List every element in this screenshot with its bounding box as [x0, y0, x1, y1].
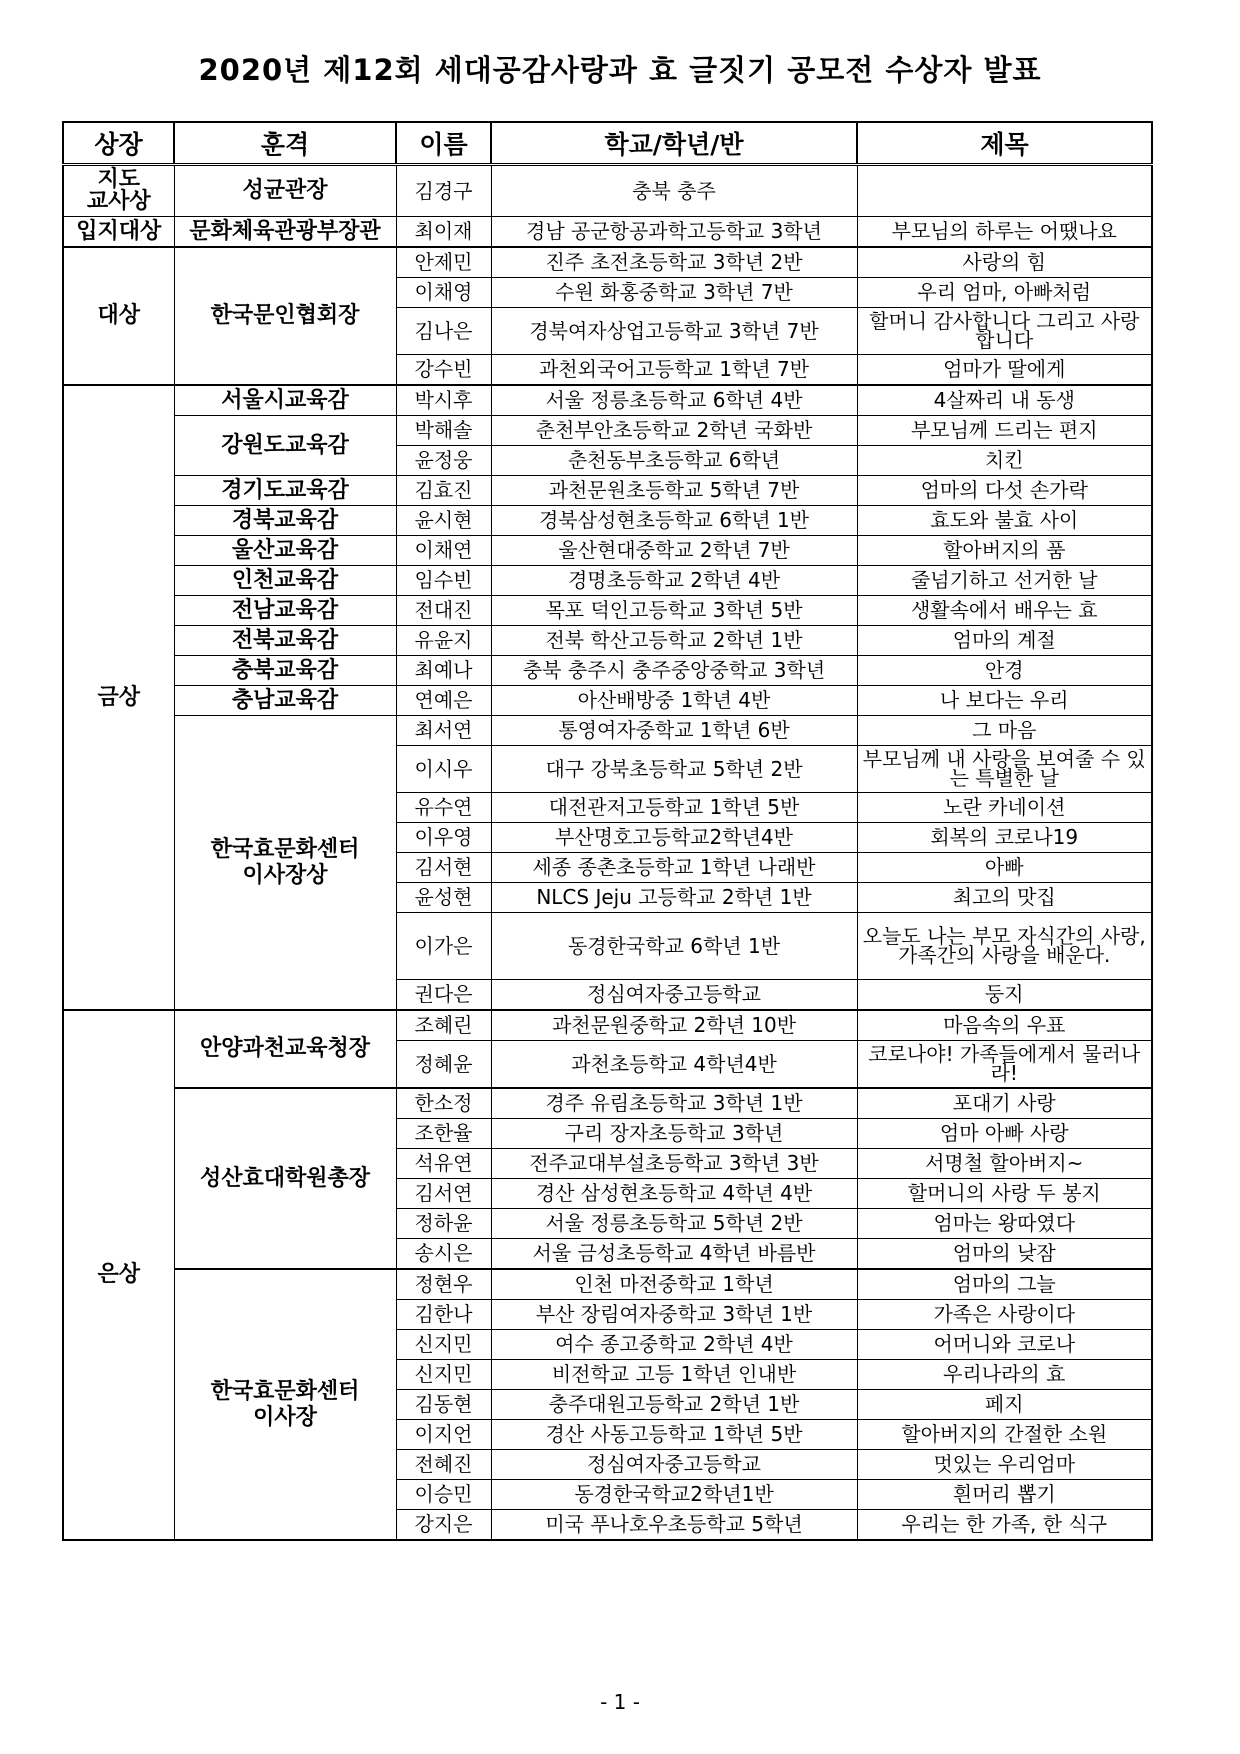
name-cell: 전혜진: [396, 1450, 491, 1480]
honor-cell: 안양과천교육청장: [174, 1010, 396, 1088]
title-cell: 코로나야! 가족들에게서 물러나라!: [857, 1041, 1152, 1089]
page-title: 2020년 제12회 세대공감사랑과 효 글짓기 공모전 수상자 발표: [198, 53, 1042, 87]
name-cell: 정혜윤: [396, 1041, 491, 1089]
name-cell: 이우영: [396, 823, 491, 853]
school-cell: 경명초등학교 2학년 4반: [491, 566, 857, 596]
name-cell: 임수빈: [396, 566, 491, 596]
name-cell: 김한나: [396, 1300, 491, 1330]
title-cell: 우리는 한 가족, 한 식구: [857, 1510, 1152, 1541]
school-cell: NLCS Jeju 고등학교 2학년 1반: [491, 883, 857, 913]
name-cell: 박해솔: [396, 416, 491, 446]
name-cell: 정하윤: [396, 1209, 491, 1239]
honor-cell: 충남교육감: [174, 686, 396, 716]
table-row: [63, 656, 1152, 686]
title-cell: 사랑의 힘: [857, 247, 1152, 278]
title-cell: 마음속의 우표: [857, 1010, 1152, 1041]
page-number: - 1 -: [600, 1690, 640, 1714]
title-cell: 4살짜리 내 동생: [857, 385, 1152, 416]
table-row: [63, 596, 1152, 626]
title-cell: 그 마음: [857, 716, 1152, 746]
school-cell: 여수 종고중학교 2학년 4반: [491, 1330, 857, 1360]
school-cell: 충북 충주시 충주중앙중학교 3학년: [491, 656, 857, 686]
school-cell: 서울 정릉초등학교 6학년 4반: [491, 385, 857, 416]
table-row: [63, 1088, 1152, 1119]
name-cell: 한소정: [396, 1088, 491, 1119]
table-row: [63, 217, 1152, 248]
name-cell: 권다은: [396, 980, 491, 1011]
school-cell: 동경한국학교2학년1반: [491, 1480, 857, 1510]
school-cell: 서울 금성초등학교 4학년 바름반: [491, 1239, 857, 1270]
title-cell: 엄마의 다섯 손가락: [857, 476, 1152, 506]
header-title: 제목: [857, 122, 1152, 165]
honor-cell: 인천교육감: [174, 566, 396, 596]
school-cell: 서울 정릉초등학교 5학년 2반: [491, 1209, 857, 1239]
header-school: 학교/학년/반: [491, 122, 857, 165]
name-cell: 정현우: [396, 1269, 491, 1300]
school-cell: 진주 초전초등학교 3학년 2반: [491, 247, 857, 278]
name-cell: 최서연: [396, 716, 491, 746]
title-cell: 가족은 사랑이다: [857, 1300, 1152, 1330]
name-cell: 조한율: [396, 1119, 491, 1149]
school-cell: 미국 푸나호우초등학교 5학년: [491, 1510, 857, 1541]
school-cell: 과천외국어고등학교 1학년 7반: [491, 355, 857, 386]
name-cell: 유윤지: [396, 626, 491, 656]
school-cell: 충북 충주: [491, 165, 857, 217]
name-cell: 김효진: [396, 476, 491, 506]
honor-cell: 한국효문화센터 이사장상: [174, 716, 396, 1011]
name-cell: 전대진: [396, 596, 491, 626]
name-cell: 최이재: [396, 217, 491, 248]
name-cell: 유수연: [396, 793, 491, 823]
honor-cell: 울산교육감: [174, 536, 396, 566]
school-cell: 수원 화홍중학교 3학년 7반: [491, 278, 857, 308]
school-cell: 춘천동부초등학교 6학년: [491, 446, 857, 476]
header-prize: 상장: [63, 122, 174, 165]
name-cell: 이승민: [396, 1480, 491, 1510]
honor-cell: 한국문인협회장: [174, 247, 396, 385]
name-cell: 조혜린: [396, 1010, 491, 1041]
school-cell: 동경한국학교 6학년 1반: [491, 913, 857, 980]
prize-cell: 은상: [63, 1010, 174, 1540]
name-cell: 신지민: [396, 1330, 491, 1360]
name-cell: 김경구: [396, 165, 491, 217]
title-cell: 할아버지의 간절한 소원: [857, 1420, 1152, 1450]
title-cell: 줄넘기하고 선거한 날: [857, 566, 1152, 596]
title-cell: 부모님의 하루는 어땠나요: [857, 217, 1152, 248]
name-cell: 송시은: [396, 1239, 491, 1270]
school-cell: 전북 학산고등학교 2학년 1반: [491, 626, 857, 656]
school-cell: 충주대원고등학교 2학년 1반: [491, 1390, 857, 1420]
title-cell: 노란 카네이션: [857, 793, 1152, 823]
title-cell: 아빠: [857, 853, 1152, 883]
name-cell: 박시후: [396, 385, 491, 416]
title-cell: 부모님께 내 사랑을 보여줄 수 있는 특별한 날: [857, 746, 1152, 793]
title-cell: 어머니와 코로나: [857, 1330, 1152, 1360]
title-cell: 효도와 불효 사이: [857, 506, 1152, 536]
prize-cell: 금상: [63, 385, 174, 1010]
table-row: [63, 165, 1152, 217]
name-cell: 김동현: [396, 1390, 491, 1420]
title-cell: 엄마 아빠 사랑: [857, 1119, 1152, 1149]
title-cell: 할머니의 사랑 두 봉지: [857, 1179, 1152, 1209]
table-header-row: [63, 122, 1152, 165]
honor-cell: 한국효문화센터 이사장: [174, 1269, 396, 1540]
header-honor: 훈격: [174, 122, 396, 165]
school-cell: 정심여자중고등학교: [491, 980, 857, 1011]
table-row: [63, 1269, 1152, 1300]
school-cell: 세종 종촌초등학교 1학년 나래반: [491, 853, 857, 883]
school-cell: 울산현대중학교 2학년 7반: [491, 536, 857, 566]
school-cell: 과천문원초등학교 5학년 7반: [491, 476, 857, 506]
table-row: [63, 536, 1152, 566]
table-row: [63, 626, 1152, 656]
table-row: [63, 247, 1152, 278]
table-row: [63, 566, 1152, 596]
title-cell: 우리나라의 효: [857, 1360, 1152, 1390]
name-cell: 안제민: [396, 247, 491, 278]
prize-cell: 입지대상: [63, 217, 174, 248]
school-cell: 춘천부안초등학교 2학년 국화반: [491, 416, 857, 446]
table-row: [63, 716, 1152, 746]
table-row: [63, 506, 1152, 536]
name-cell: 김서현: [396, 853, 491, 883]
table-row: [63, 476, 1152, 506]
name-cell: 이시우: [396, 746, 491, 793]
school-cell: 전주교대부설초등학교 3학년 3반: [491, 1149, 857, 1179]
title-cell: 엄마가 딸에게: [857, 355, 1152, 386]
school-cell: 목포 덕인고등학교 3학년 5반: [491, 596, 857, 626]
table-row: [63, 385, 1152, 416]
honor-cell: 문화체육관광부장관: [174, 217, 396, 248]
title-cell: [857, 165, 1152, 217]
title-cell: 회복의 코로나19: [857, 823, 1152, 853]
school-cell: 비전학교 고등 1학년 인내반: [491, 1360, 857, 1390]
school-cell: 대전관저고등학교 1학년 5반: [491, 793, 857, 823]
school-cell: 대구 강북초등학교 5학년 2반: [491, 746, 857, 793]
honor-cell: 충북교육감: [174, 656, 396, 686]
honor-cell: 서울시교육감: [174, 385, 396, 416]
title-cell: 안경: [857, 656, 1152, 686]
title-cell: 포대기 사랑: [857, 1088, 1152, 1119]
honor-cell: 성산효대학원총장: [174, 1088, 396, 1269]
honor-cell: 성균관장: [174, 165, 396, 217]
title-cell: 최고의 맛집: [857, 883, 1152, 913]
name-cell: 신지민: [396, 1360, 491, 1390]
honor-cell: 강원도교육감: [174, 416, 396, 476]
table-row: [63, 416, 1152, 446]
honor-cell: 전북교육감: [174, 626, 396, 656]
title-cell: 엄마의 그늘: [857, 1269, 1152, 1300]
header-name: 이름: [396, 122, 491, 165]
name-cell: 석유연: [396, 1149, 491, 1179]
name-cell: 이채영: [396, 278, 491, 308]
awards-table: [62, 121, 1153, 1541]
school-cell: 부산 장림여자중학교 3학년 1반: [491, 1300, 857, 1330]
title-cell: 할머니 감사합니다 그리고 사랑합니다: [857, 308, 1152, 355]
name-cell: 이지언: [396, 1420, 491, 1450]
school-cell: 인천 마전중학교 1학년: [491, 1269, 857, 1300]
honor-cell: 경기도교육감: [174, 476, 396, 506]
name-cell: 연예은: [396, 686, 491, 716]
table-row: [63, 686, 1152, 716]
prize-cell: 대상: [63, 247, 174, 385]
title-cell: 페지: [857, 1390, 1152, 1420]
name-cell: 강수빈: [396, 355, 491, 386]
title-cell: 멋있는 우리엄마: [857, 1450, 1152, 1480]
prize-cell: 지도 교사상: [63, 165, 174, 217]
title-cell: 우리 엄마, 아빠처럼: [857, 278, 1152, 308]
title-cell: 생활속에서 배우는 효: [857, 596, 1152, 626]
school-cell: 경주 유림초등학교 3학년 1반: [491, 1088, 857, 1119]
title-cell: 서명철 할아버지~: [857, 1149, 1152, 1179]
table-row: [63, 1010, 1152, 1041]
school-cell: 경남 공군항공과학고등학교 3학년: [491, 217, 857, 248]
school-cell: 경산 사동고등학교 1학년 5반: [491, 1420, 857, 1450]
name-cell: 최예나: [396, 656, 491, 686]
title-cell: 할아버지의 품: [857, 536, 1152, 566]
title-cell: 둥지: [857, 980, 1152, 1011]
school-cell: 경북여자상업고등학교 3학년 7반: [491, 308, 857, 355]
name-cell: 이가은: [396, 913, 491, 980]
school-cell: 경산 삼성현초등학교 4학년 4반: [491, 1179, 857, 1209]
title-cell: 부모님께 드리는 편지: [857, 416, 1152, 446]
name-cell: 이채연: [396, 536, 491, 566]
name-cell: 윤정웅: [396, 446, 491, 476]
school-cell: 경북삼성현초등학교 6학년 1반: [491, 506, 857, 536]
honor-cell: 경북교육감: [174, 506, 396, 536]
school-cell: 아산배방중 1학년 4반: [491, 686, 857, 716]
title-cell: 엄마는 왕따였다: [857, 1209, 1152, 1239]
name-cell: 김서연: [396, 1179, 491, 1209]
name-cell: 윤성현: [396, 883, 491, 913]
school-cell: 부산명호고등학교2학년4반: [491, 823, 857, 853]
school-cell: 구리 장자초등학교 3학년: [491, 1119, 857, 1149]
title-cell: 오늘도 나는 부모 자식간의 사랑, 가족간의 사랑을 배운다.: [857, 913, 1152, 980]
school-cell: 과천문원중학교 2학년 10반: [491, 1010, 857, 1041]
name-cell: 김나은: [396, 308, 491, 355]
title-cell: 엄마의 계절: [857, 626, 1152, 656]
school-cell: 과천초등학교 4학년4반: [491, 1041, 857, 1089]
title-cell: 엄마의 낮잠: [857, 1239, 1152, 1270]
title-cell: 치킨: [857, 446, 1152, 476]
title-cell: 나 보다는 우리: [857, 686, 1152, 716]
school-cell: 정심여자중고등학교: [491, 1450, 857, 1480]
title-cell: 흰머리 뽑기: [857, 1480, 1152, 1510]
honor-cell: 전남교육감: [174, 596, 396, 626]
name-cell: 윤시현: [396, 506, 491, 536]
name-cell: 강지은: [396, 1510, 491, 1541]
school-cell: 통영여자중학교 1학년 6반: [491, 716, 857, 746]
